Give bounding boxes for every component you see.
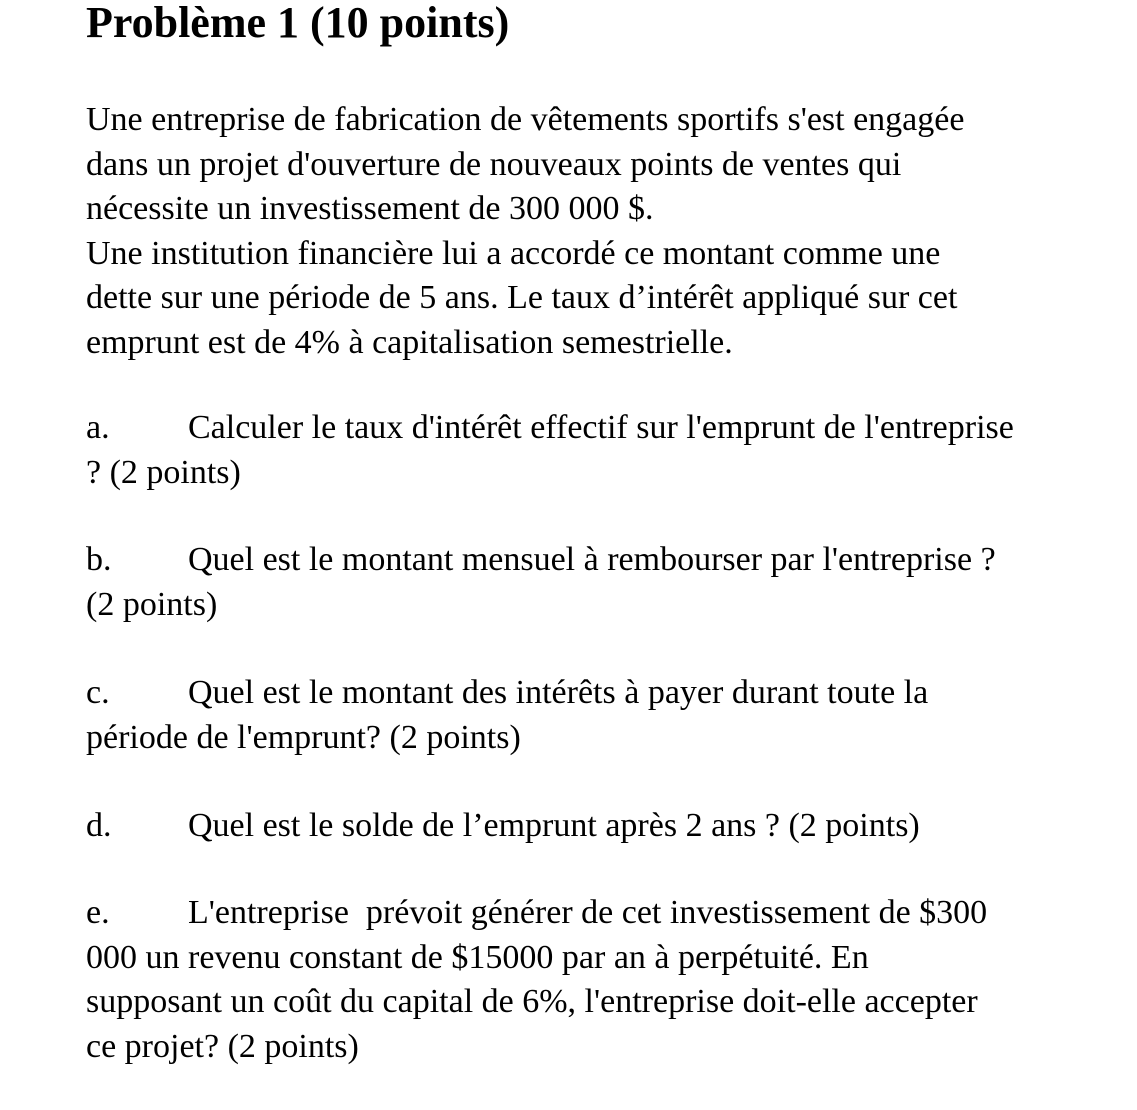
question-text: période de l'emprunt? (2 points) [86, 718, 521, 756]
statement-line: dette sur une période de 5 ans. Le taux d’intérêt appliqué sur cet [86, 279, 958, 316]
question-e [86, 891, 987, 1069]
statement-line: dans un projet d'ouverture de nouveaux points de ventes qui [86, 145, 902, 183]
question-letter: e. [86, 894, 110, 931]
question-text: supposant un coût du capital de 6%, l'entreprise doit-elle accepter [86, 983, 978, 1020]
question-text: ? (2 points) [86, 453, 241, 491]
question-d [86, 804, 920, 849]
statement-line: emprunt est de 4% à capitalisation semestrielle. [86, 323, 733, 361]
question-text: ce projet? (2 points) [86, 1027, 359, 1065]
question-text: Calculer le taux d'intérêt effectif sur l'emprunt de l'entreprise [188, 409, 1014, 446]
question-c [86, 671, 928, 760]
problem-statement [86, 98, 964, 365]
question-text: Quel est le solde de l’emprunt après 2 ans ? (2 points) [188, 807, 920, 844]
question-b [86, 538, 996, 627]
question-letter: c. [86, 674, 110, 711]
question-letter: b. [86, 541, 112, 578]
question-text: 000 un revenu constant de $15000 par an à perpétuité. En [86, 938, 869, 976]
question-text: Quel est le montant mensuel à rembourser par l'entreprise ? [188, 541, 996, 578]
statement-line: Une entreprise de fabrication de vêtements sportifs s'est engagée [86, 101, 965, 138]
problem-title: Problème 1 (10 points) [86, 0, 510, 47]
question-text: Quel est le montant des intérêts à payer durant toute la [188, 674, 929, 711]
statement-line: Une institution financière lui a accordé ce montant comme une [86, 234, 941, 272]
question-text: (2 points) [86, 585, 218, 623]
question-letter: a. [86, 409, 110, 446]
question-letter: d. [86, 807, 112, 844]
statement-line: nécessite un investissement de 300 000 $. [86, 190, 654, 227]
question-a [86, 406, 1014, 495]
question-text: L'entreprise prévoit générer de cet investissement de $300 [188, 894, 988, 931]
